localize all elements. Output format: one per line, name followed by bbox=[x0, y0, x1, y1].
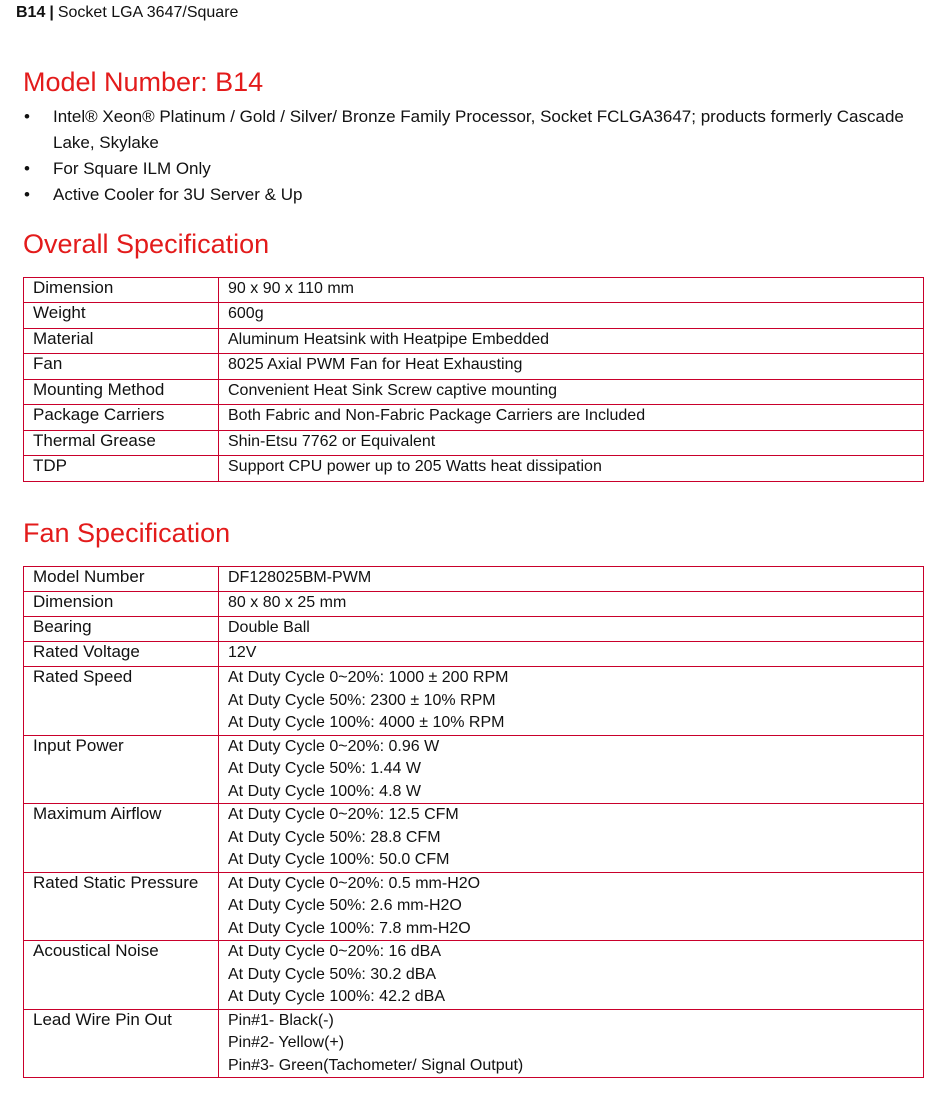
spec-value bbox=[219, 872, 924, 941]
header-separator: | bbox=[49, 4, 54, 21]
spec-value-line: At Duty Cycle 0~20%: 1000 ± 200 RPM bbox=[228, 669, 509, 686]
spec-key: Dimension bbox=[24, 278, 219, 303]
spec-row bbox=[24, 872, 924, 941]
spec-row bbox=[24, 430, 924, 456]
spec-value-line: At Duty Cycle 50%: 2.6 mm-H2O bbox=[228, 897, 462, 914]
spec-key: Thermal Grease bbox=[24, 430, 219, 456]
spec-row bbox=[24, 667, 924, 736]
spec-value: Aluminum Heatsink with Heatpipe Embedded bbox=[219, 328, 924, 354]
spec-value: Support CPU power up to 205 Watts heat dissipation bbox=[219, 456, 924, 482]
spec-value-line: 80 x 80 x 25 mm bbox=[228, 594, 347, 611]
spec-key: Lead Wire Pin Out bbox=[24, 1009, 219, 1078]
spec-key: Rated Speed bbox=[24, 667, 219, 736]
spec-value: Both Fabric and Non-Fabric Package Carriers are Included bbox=[219, 405, 924, 431]
spec-value bbox=[219, 617, 924, 642]
spec-value-line: At Duty Cycle 0~20%: 12.5 CFM bbox=[228, 806, 459, 823]
header-subtitle: Socket LGA 3647/Square bbox=[57, 4, 239, 21]
page-header bbox=[16, 4, 238, 22]
spec-row bbox=[24, 405, 924, 431]
spec-value bbox=[219, 941, 924, 1010]
spec-value-line: At Duty Cycle 50%: 2300 ± 10% RPM bbox=[228, 691, 496, 709]
spec-row bbox=[24, 642, 924, 667]
spec-value bbox=[219, 735, 924, 804]
spec-row bbox=[24, 278, 924, 303]
spec-value-line: Pin#3- Green(Tachometer/ Signal Output) bbox=[228, 1056, 524, 1074]
spec-value: 8025 Axial PWM Fan for Heat Exhausting bbox=[219, 354, 924, 380]
spec-value-line: At Duty Cycle 50%: 30.2 dBA bbox=[228, 965, 437, 983]
feature-item: • For Square ILM Only bbox=[22, 156, 912, 182]
spec-key: Maximum Airflow bbox=[24, 804, 219, 873]
spec-value: Convenient Heat Sink Screw captive mounting bbox=[219, 379, 924, 405]
spec-value-line: 12V bbox=[228, 644, 257, 661]
spec-row bbox=[24, 354, 924, 380]
spec-value-line: At Duty Cycle 100%: 4000 ± 10% RPM bbox=[228, 714, 505, 731]
spec-row bbox=[24, 735, 924, 804]
spec-key: Material bbox=[24, 328, 219, 354]
spec-key: Rated Static Pressure bbox=[24, 872, 219, 941]
spec-value: 600g bbox=[219, 303, 924, 329]
spec-value-line: At Duty Cycle 100%: 42.2 dBA bbox=[228, 988, 445, 1005]
spec-row bbox=[24, 379, 924, 405]
spec-value-line: At Duty Cycle 50%: 1.44 W bbox=[228, 760, 421, 777]
spec-key: TDP bbox=[24, 456, 219, 482]
model-number-heading: Model Number: B14 bbox=[23, 67, 264, 97]
spec-value-line: At Duty Cycle 50%: 28.8 CFM bbox=[228, 828, 441, 846]
feature-item: • Intel® Xeon® Platinum / Gold / Silver/ Bronze Family Processor, Socket FCLGA3647; products formerly Cascade Lake, Skylake bbox=[22, 104, 912, 156]
spec-value-line: At Duty Cycle 0~20%: 0.96 W bbox=[228, 737, 440, 755]
spec-key: Model Number bbox=[24, 567, 219, 592]
spec-value-line: Pin#1- Black(-) bbox=[228, 1011, 334, 1029]
spec-value-line: At Duty Cycle 0~20%: 16 dBA bbox=[228, 943, 441, 960]
spec-row bbox=[24, 567, 924, 592]
spec-key: Mounting Method bbox=[24, 379, 219, 405]
spec-value bbox=[219, 592, 924, 617]
spec-key: Rated Voltage bbox=[24, 642, 219, 667]
spec-row bbox=[24, 303, 924, 329]
overall-spec-table bbox=[23, 277, 924, 482]
header-model-code: B14 bbox=[16, 4, 46, 21]
spec-value bbox=[219, 804, 924, 873]
spec-value bbox=[219, 642, 924, 667]
spec-value-line: DF128025BM-PWM bbox=[228, 569, 372, 586]
spec-value-line: At Duty Cycle 0~20%: 0.5 mm-H2O bbox=[228, 874, 481, 892]
spec-row bbox=[24, 592, 924, 617]
spec-value bbox=[219, 1009, 924, 1078]
feature-item: • Active Cooler for 3U Server & Up bbox=[22, 182, 912, 208]
fan-spec-heading: Fan Specification bbox=[23, 518, 231, 548]
feature-list bbox=[22, 104, 912, 208]
spec-row bbox=[24, 328, 924, 354]
spec-key: Fan bbox=[24, 354, 219, 380]
spec-value-line: At Duty Cycle 100%: 50.0 CFM bbox=[228, 851, 450, 868]
spec-value bbox=[219, 667, 924, 736]
spec-key: Bearing bbox=[24, 617, 219, 642]
spec-key: Input Power bbox=[24, 735, 219, 804]
spec-row bbox=[24, 456, 924, 482]
fan-spec-table bbox=[23, 566, 924, 1078]
spec-key: Package Carriers bbox=[24, 405, 219, 431]
spec-value: 90 x 90 x 110 mm bbox=[219, 278, 924, 303]
spec-key: Weight bbox=[24, 303, 219, 329]
spec-value-line: Pin#2- Yellow(+) bbox=[228, 1034, 345, 1051]
spec-row bbox=[24, 1009, 924, 1078]
spec-value-line: At Duty Cycle 100%: 7.8 mm-H2O bbox=[228, 919, 471, 937]
spec-row bbox=[24, 617, 924, 642]
spec-row bbox=[24, 941, 924, 1010]
spec-key: Acoustical Noise bbox=[24, 941, 219, 1010]
spec-value-line: Double Ball bbox=[228, 619, 310, 636]
overall-spec-heading: Overall Specification bbox=[23, 229, 270, 259]
spec-row bbox=[24, 804, 924, 873]
spec-value-line: At Duty Cycle 100%: 4.8 W bbox=[228, 782, 421, 800]
spec-key: Dimension bbox=[24, 592, 219, 617]
spec-value bbox=[219, 567, 924, 592]
spec-value: Shin-Etsu 7762 or Equivalent bbox=[219, 430, 924, 456]
